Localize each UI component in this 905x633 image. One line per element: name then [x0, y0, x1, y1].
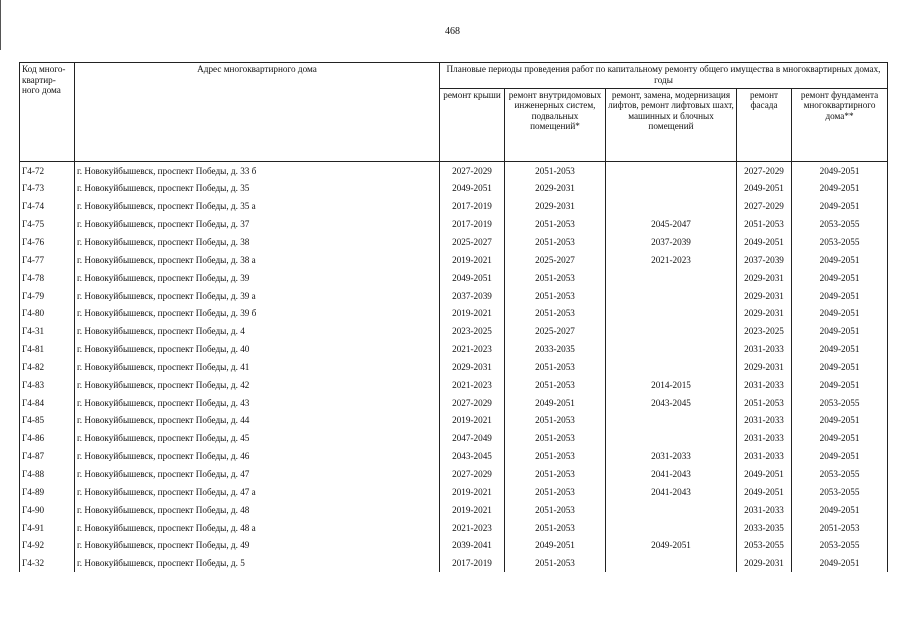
row-roof: 2019-2021	[440, 251, 505, 269]
row-systems: 2051-2053	[505, 465, 606, 483]
row-facade: 2049-2051	[737, 483, 792, 501]
row-foundation: 2049-2051	[792, 251, 888, 269]
row-elevators	[606, 430, 737, 448]
row-code: Г4-75	[20, 216, 75, 234]
row-foundation: 2049-2051	[792, 287, 888, 305]
table-row	[20, 394, 888, 412]
row-systems: 2033-2035	[505, 340, 606, 358]
table-row	[20, 233, 888, 251]
row-address: г. Новокуйбышевск, проспект Победы, д. 41	[75, 358, 440, 376]
row-roof: 2017-2019	[440, 555, 505, 573]
row-roof: 2019-2021	[440, 412, 505, 430]
row-facade: 2049-2051	[737, 180, 792, 198]
row-roof: 2027-2029	[440, 465, 505, 483]
row-elevators	[606, 305, 737, 323]
row-facade: 2051-2053	[737, 394, 792, 412]
row-facade: 2031-2033	[737, 501, 792, 519]
table-row	[20, 305, 888, 323]
row-elevators: 2041-2043	[606, 465, 737, 483]
row-foundation: 2049-2051	[792, 198, 888, 216]
table-row	[20, 162, 888, 180]
row-code: Г4-91	[20, 519, 75, 537]
row-address: г. Новокуйбышевск, проспект Победы, д. 35	[75, 180, 440, 198]
row-facade: 2029-2031	[737, 305, 792, 323]
row-address: г. Новокуйбышевск, проспект Победы, д. 37	[75, 216, 440, 234]
row-code: Г4-85	[20, 412, 75, 430]
row-address: г. Новокуйбышевск, проспект Победы, д. 35 а	[75, 198, 440, 216]
table-row	[20, 251, 888, 269]
row-address: г. Новокуйбышевск, проспект Победы, д. 33 б	[75, 162, 440, 180]
header-periods: Плановые периоды проведения работ по капитальному ремонту общего имущества в многоквартирных домах, годы	[440, 63, 888, 89]
row-code: Г4-76	[20, 233, 75, 251]
row-address: г. Новокуйбышевск, проспект Победы, д. 47 а	[75, 483, 440, 501]
table-row	[20, 216, 888, 234]
row-roof: 2029-2031	[440, 358, 505, 376]
row-systems: 2029-2031	[505, 198, 606, 216]
row-facade: 2027-2029	[737, 198, 792, 216]
row-address: г. Новокуйбышевск, проспект Победы, д. 47	[75, 465, 440, 483]
row-elevators	[606, 501, 737, 519]
row-address: г. Новокуйбышевск, проспект Победы, д. 38 а	[75, 251, 440, 269]
row-roof: 2049-2051	[440, 269, 505, 287]
row-code: Г4-92	[20, 537, 75, 555]
header-elevators: ремонт, замена, модернизация лифтов, ремонт лифтовых шахт, машинных и блочных помещений	[606, 88, 737, 162]
table-row	[20, 376, 888, 394]
row-elevators	[606, 358, 737, 376]
row-elevators: 2031-2033	[606, 448, 737, 466]
row-foundation: 2053-2055	[792, 465, 888, 483]
row-systems: 2051-2053	[505, 483, 606, 501]
row-elevators: 2037-2039	[606, 233, 737, 251]
row-systems: 2025-2027	[505, 251, 606, 269]
table-row	[20, 323, 888, 341]
row-systems: 2029-2031	[505, 180, 606, 198]
row-elevators: 2045-2047	[606, 216, 737, 234]
table-row	[20, 287, 888, 305]
row-elevators	[606, 323, 737, 341]
row-foundation: 2051-2053	[792, 519, 888, 537]
row-roof: 2021-2023	[440, 340, 505, 358]
header-systems: ремонт внутридомовых инженерных систем, подвальных помещений*	[505, 88, 606, 162]
row-elevators	[606, 412, 737, 430]
row-facade: 2037-2039	[737, 251, 792, 269]
row-roof: 2043-2045	[440, 448, 505, 466]
row-address: г. Новокуйбышевск, проспект Победы, д. 43	[75, 394, 440, 412]
row-systems: 2051-2053	[505, 287, 606, 305]
row-foundation: 2053-2055	[792, 483, 888, 501]
row-code: Г4-79	[20, 287, 75, 305]
page-edge-line	[0, 0, 1, 50]
row-systems: 2051-2053	[505, 448, 606, 466]
row-roof: 2023-2025	[440, 323, 505, 341]
row-address: г. Новокуйбышевск, проспект Победы, д. 48 а	[75, 519, 440, 537]
row-facade: 2049-2051	[737, 233, 792, 251]
table-row	[20, 519, 888, 537]
row-foundation: 2049-2051	[792, 448, 888, 466]
row-roof: 2021-2023	[440, 519, 505, 537]
table-row	[20, 430, 888, 448]
row-systems: 2051-2053	[505, 501, 606, 519]
row-code: Г4-87	[20, 448, 75, 466]
row-address: г. Новокуйбышевск, проспект Победы, д. 46	[75, 448, 440, 466]
row-foundation: 2049-2051	[792, 305, 888, 323]
row-roof: 2047-2049	[440, 430, 505, 448]
row-facade: 2031-2033	[737, 448, 792, 466]
row-roof: 2021-2023	[440, 376, 505, 394]
table-row	[20, 537, 888, 555]
row-code: Г4-80	[20, 305, 75, 323]
header-roof: ремонт крыши	[440, 88, 505, 162]
row-systems: 2051-2053	[505, 412, 606, 430]
row-roof: 2019-2021	[440, 305, 505, 323]
row-address: г. Новокуйбышевск, проспект Победы, д. 45	[75, 430, 440, 448]
row-code: Г4-88	[20, 465, 75, 483]
page-number: 468	[445, 26, 460, 37]
row-roof: 2025-2027	[440, 233, 505, 251]
row-foundation: 2049-2051	[792, 501, 888, 519]
table-row	[20, 412, 888, 430]
row-code: Г4-32	[20, 555, 75, 573]
row-roof: 2039-2041	[440, 537, 505, 555]
row-foundation: 2049-2051	[792, 430, 888, 448]
row-elevators: 2021-2023	[606, 251, 737, 269]
row-code: Г4-90	[20, 501, 75, 519]
row-code: Г4-31	[20, 323, 75, 341]
table-row	[20, 340, 888, 358]
row-address: г. Новокуйбышевск, проспект Победы, д. 40	[75, 340, 440, 358]
row-code: Г4-72	[20, 162, 75, 180]
row-systems: 2051-2053	[505, 162, 606, 180]
row-elevators	[606, 180, 737, 198]
row-facade: 2051-2053	[737, 216, 792, 234]
row-systems: 2051-2053	[505, 555, 606, 573]
table-row	[20, 501, 888, 519]
row-code: Г4-84	[20, 394, 75, 412]
row-foundation: 2049-2051	[792, 323, 888, 341]
row-elevators	[606, 340, 737, 358]
row-address: г. Новокуйбышевск, проспект Победы, д. 48	[75, 501, 440, 519]
table-row	[20, 483, 888, 501]
row-facade: 2023-2025	[737, 323, 792, 341]
row-facade: 2029-2031	[737, 269, 792, 287]
row-systems: 2051-2053	[505, 233, 606, 251]
row-roof: 2019-2021	[440, 501, 505, 519]
row-address: г. Новокуйбышевск, проспект Победы, д. 5	[75, 555, 440, 573]
row-foundation: 2053-2055	[792, 394, 888, 412]
row-code: Г4-78	[20, 269, 75, 287]
row-foundation: 2049-2051	[792, 340, 888, 358]
row-code: Г4-81	[20, 340, 75, 358]
row-systems: 2051-2053	[505, 305, 606, 323]
row-foundation: 2049-2051	[792, 269, 888, 287]
row-foundation: 2053-2055	[792, 537, 888, 555]
table-row	[20, 448, 888, 466]
row-foundation: 2053-2055	[792, 216, 888, 234]
row-roof: 2027-2029	[440, 394, 505, 412]
row-foundation: 2049-2051	[792, 555, 888, 573]
row-address: г. Новокуйбышевск, проспект Победы, д. 39	[75, 269, 440, 287]
table-row	[20, 198, 888, 216]
row-roof: 2017-2019	[440, 216, 505, 234]
row-address: г. Новокуйбышевск, проспект Победы, д. 44	[75, 412, 440, 430]
row-facade: 2031-2033	[737, 376, 792, 394]
row-code: Г4-82	[20, 358, 75, 376]
row-facade: 2027-2029	[737, 162, 792, 180]
row-elevators	[606, 519, 737, 537]
row-elevators: 2049-2051	[606, 537, 737, 555]
header-foundation: ремонт фундамента многоквартирного дома**	[792, 88, 888, 162]
row-address: г. Новокуйбышевск, проспект Победы, д. 42	[75, 376, 440, 394]
row-elevators: 2043-2045	[606, 394, 737, 412]
row-facade: 2029-2031	[737, 358, 792, 376]
table-row	[20, 269, 888, 287]
row-facade: 2031-2033	[737, 430, 792, 448]
row-foundation: 2049-2051	[792, 162, 888, 180]
row-elevators	[606, 555, 737, 573]
row-facade: 2053-2055	[737, 537, 792, 555]
row-elevators: 2041-2043	[606, 483, 737, 501]
table-row	[20, 555, 888, 573]
header-facade: ремонт фасада	[737, 88, 792, 162]
row-facade: 2029-2031	[737, 555, 792, 573]
row-foundation: 2053-2055	[792, 233, 888, 251]
row-facade: 2029-2031	[737, 287, 792, 305]
header-code: Код много-квартир-ного дома	[20, 63, 75, 162]
row-roof: 2019-2021	[440, 483, 505, 501]
row-code: Г4-89	[20, 483, 75, 501]
row-facade: 2049-2051	[737, 465, 792, 483]
row-systems: 2025-2027	[505, 323, 606, 341]
row-foundation: 2049-2051	[792, 180, 888, 198]
row-code: Г4-74	[20, 198, 75, 216]
row-systems: 2049-2051	[505, 394, 606, 412]
row-systems: 2051-2053	[505, 358, 606, 376]
row-foundation: 2049-2051	[792, 358, 888, 376]
row-code: Г4-77	[20, 251, 75, 269]
row-systems: 2051-2053	[505, 430, 606, 448]
row-code: Г4-73	[20, 180, 75, 198]
row-code: Г4-86	[20, 430, 75, 448]
row-elevators	[606, 162, 737, 180]
header-address: Адрес многоквартирного дома	[75, 63, 440, 162]
table-row	[20, 180, 888, 198]
row-roof: 2027-2029	[440, 162, 505, 180]
row-systems: 2051-2053	[505, 376, 606, 394]
row-address: г. Новокуйбышевск, проспект Победы, д. 38	[75, 233, 440, 251]
row-address: г. Новокуйбышевск, проспект Победы, д. 49	[75, 537, 440, 555]
row-address: г. Новокуйбышевск, проспект Победы, д. 4	[75, 323, 440, 341]
row-facade: 2031-2033	[737, 412, 792, 430]
row-address: г. Новокуйбышевск, проспект Победы, д. 39 а	[75, 287, 440, 305]
row-code: Г4-83	[20, 376, 75, 394]
row-elevators	[606, 287, 737, 305]
row-address: г. Новокуйбышевск, проспект Победы, д. 39 б	[75, 305, 440, 323]
row-foundation: 2049-2051	[792, 412, 888, 430]
row-elevators	[606, 198, 737, 216]
table-row	[20, 358, 888, 376]
row-systems: 2051-2053	[505, 269, 606, 287]
row-elevators: 2014-2015	[606, 376, 737, 394]
row-foundation: 2049-2051	[792, 376, 888, 394]
row-facade: 2031-2033	[737, 340, 792, 358]
capital-repair-table	[19, 62, 888, 572]
row-facade: 2033-2035	[737, 519, 792, 537]
table-row	[20, 465, 888, 483]
row-roof: 2017-2019	[440, 198, 505, 216]
row-roof: 2037-2039	[440, 287, 505, 305]
row-systems: 2049-2051	[505, 537, 606, 555]
row-systems: 2051-2053	[505, 216, 606, 234]
row-elevators	[606, 269, 737, 287]
row-roof: 2049-2051	[440, 180, 505, 198]
row-systems: 2051-2053	[505, 519, 606, 537]
